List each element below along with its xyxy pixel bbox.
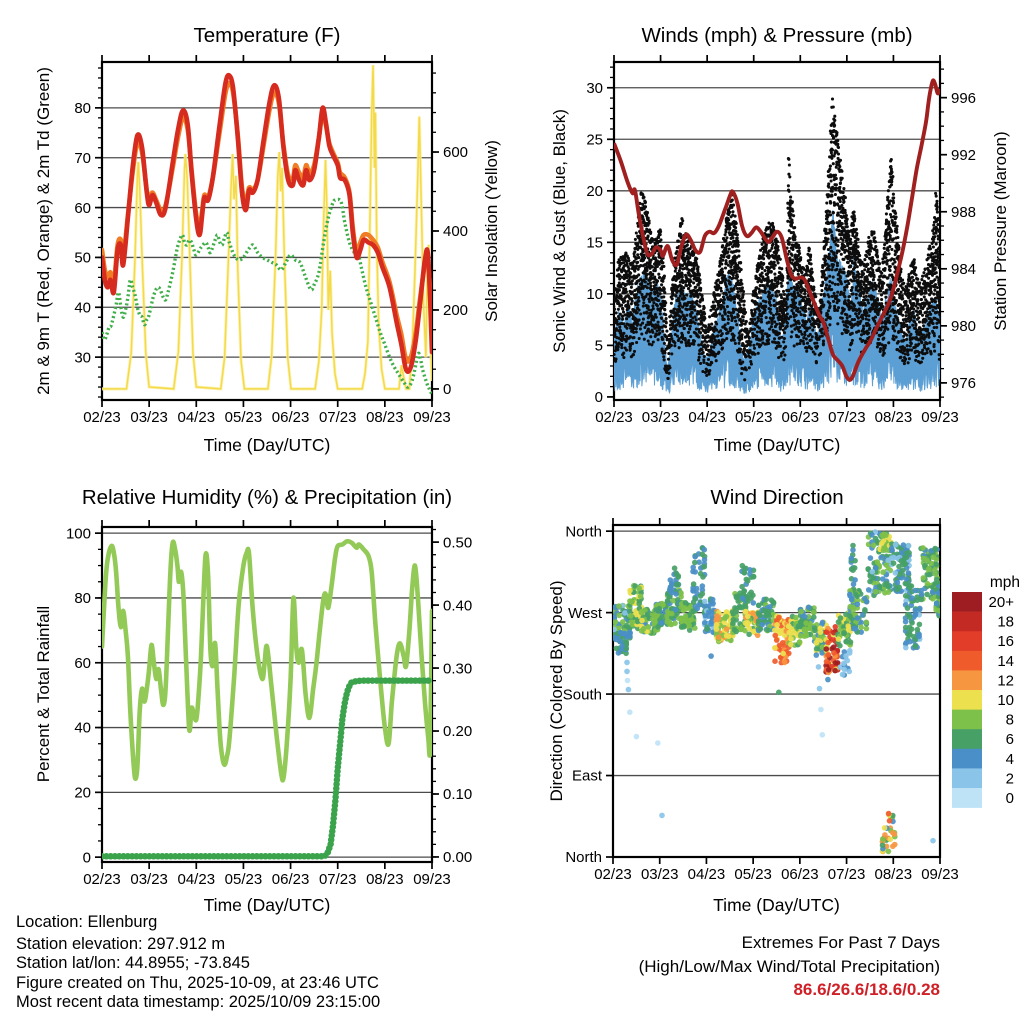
legend-swatch bbox=[952, 592, 982, 612]
legend-swatch bbox=[952, 749, 982, 769]
svg-text:200: 200 bbox=[443, 302, 469, 320]
svg-text:0: 0 bbox=[594, 389, 603, 407]
temperature-chart bbox=[74, 55, 468, 426]
svg-text:08/23: 08/23 bbox=[874, 409, 913, 426]
station-latlon: Station lat/lon: 44.8955; -73.845 bbox=[16, 954, 250, 972]
legend-swatch bbox=[952, 631, 982, 651]
wind-direction-dots bbox=[611, 529, 942, 854]
svg-text:10: 10 bbox=[586, 286, 603, 304]
svg-text:0: 0 bbox=[443, 381, 452, 399]
svg-text:70: 70 bbox=[74, 149, 91, 167]
wind-direction-chart-title: Wind Direction bbox=[710, 486, 844, 509]
temperature-y-left-label: 2m & 9m T (Red, Orange) & 2m Td (Green) bbox=[34, 67, 53, 395]
legend-swatch bbox=[952, 788, 982, 808]
svg-text:04/23: 04/23 bbox=[688, 409, 726, 426]
legend-swatch bbox=[952, 710, 982, 730]
svg-text:05/23: 05/23 bbox=[734, 409, 773, 426]
svg-text:5: 5 bbox=[594, 337, 603, 355]
svg-text:980: 980 bbox=[951, 318, 977, 336]
winds-x-label: Time (Day/UTC) bbox=[713, 435, 841, 455]
pressure-y-right-label: Station Pressure (Maroon) bbox=[991, 131, 1010, 331]
relative-humidity-line bbox=[102, 541, 432, 780]
svg-text:05/23: 05/23 bbox=[224, 409, 263, 426]
legend-swatch bbox=[952, 729, 982, 749]
svg-text:07/23: 07/23 bbox=[828, 409, 866, 426]
extremes-title: Extremes For Past 7 Days bbox=[741, 933, 940, 952]
svg-text:03/23: 03/23 bbox=[130, 409, 168, 426]
svg-text:06/23: 06/23 bbox=[271, 409, 310, 426]
svg-text:976: 976 bbox=[951, 375, 977, 393]
svg-text:09/23: 09/23 bbox=[921, 409, 959, 426]
humidity-precip-chart bbox=[66, 520, 472, 888]
legend-swatch bbox=[952, 651, 982, 671]
svg-text:20: 20 bbox=[586, 183, 603, 201]
svg-text:25: 25 bbox=[586, 131, 603, 149]
svg-text:30: 30 bbox=[74, 349, 91, 367]
svg-text:02/23: 02/23 bbox=[83, 409, 121, 426]
svg-text:04/23: 04/23 bbox=[177, 409, 216, 426]
legend-swatch bbox=[952, 690, 982, 710]
legend-swatch bbox=[952, 768, 982, 788]
svg-text:400: 400 bbox=[443, 223, 469, 241]
svg-text:15: 15 bbox=[586, 234, 603, 252]
svg-text:60: 60 bbox=[74, 199, 91, 217]
svg-text:988: 988 bbox=[951, 203, 977, 221]
wind-y-left-label: Sonic Wind & Gust (Blue, Black) bbox=[550, 109, 569, 353]
svg-text:80: 80 bbox=[74, 100, 91, 118]
svg-text:09/23: 09/23 bbox=[413, 409, 451, 426]
svg-text:996: 996 bbox=[951, 89, 977, 107]
svg-text:08/23: 08/23 bbox=[366, 409, 404, 426]
humidity-x-label: Time (Day/UTC) bbox=[203, 895, 331, 915]
direction-y-left-label: Direction (Colored By Speed) bbox=[547, 580, 566, 802]
svg-text:600: 600 bbox=[443, 144, 469, 162]
legend-swatch bbox=[952, 612, 982, 632]
station-elevation: Station elevation: 297.912 m bbox=[16, 934, 226, 953]
station-info-block bbox=[16, 913, 380, 1013]
humidity-y-left-label: Percent & Total Rainfall bbox=[34, 605, 53, 783]
extremes-block bbox=[624, 931, 940, 1002]
svg-text:984: 984 bbox=[951, 260, 977, 278]
svg-text:992: 992 bbox=[951, 146, 977, 164]
data-timestamp: Most recent data timestamp: 2025/10/09 23:15:00 bbox=[16, 993, 381, 1011]
extremes-values: 86.6/26.6/18.6/0.28 bbox=[793, 980, 940, 999]
svg-text:03/23: 03/23 bbox=[641, 409, 680, 426]
direction-x-label: Time (Day/UTC) bbox=[713, 895, 840, 915]
winds-pressure-chart-title: Winds (mph) & Pressure (mb) bbox=[641, 24, 913, 47]
figure-created: Figure created on Thu, 2025-10-09, at 23:46 UTC bbox=[16, 973, 379, 992]
temperature-chart-title: Temperature (F) bbox=[193, 24, 341, 47]
svg-text:06/23: 06/23 bbox=[781, 409, 820, 426]
winds-pressure-chart bbox=[586, 55, 976, 426]
svg-text:02/23: 02/23 bbox=[595, 409, 633, 426]
svg-text:50: 50 bbox=[74, 249, 91, 267]
legend-swatch bbox=[952, 670, 982, 690]
temp-2m-line bbox=[102, 75, 432, 371]
speed-legend bbox=[952, 574, 1020, 808]
svg-text:07/23: 07/23 bbox=[318, 409, 357, 426]
svg-text:30: 30 bbox=[586, 79, 603, 97]
solar-y-right-label: Solar Insolation (Yellow) bbox=[482, 140, 501, 322]
temperature-x-label: Time (Day/UTC) bbox=[203, 435, 331, 455]
station-location: Location: Ellenburg bbox=[16, 913, 158, 931]
wind-direction-chart bbox=[563, 518, 1020, 883]
humidity-precip-chart-title: Relative Humidity (%) & Precipitation (in) bbox=[81, 486, 453, 509]
extremes-subtitle: (High/Low/Max Wind/Total Precipitation) bbox=[638, 956, 940, 976]
svg-text:40: 40 bbox=[74, 299, 91, 317]
